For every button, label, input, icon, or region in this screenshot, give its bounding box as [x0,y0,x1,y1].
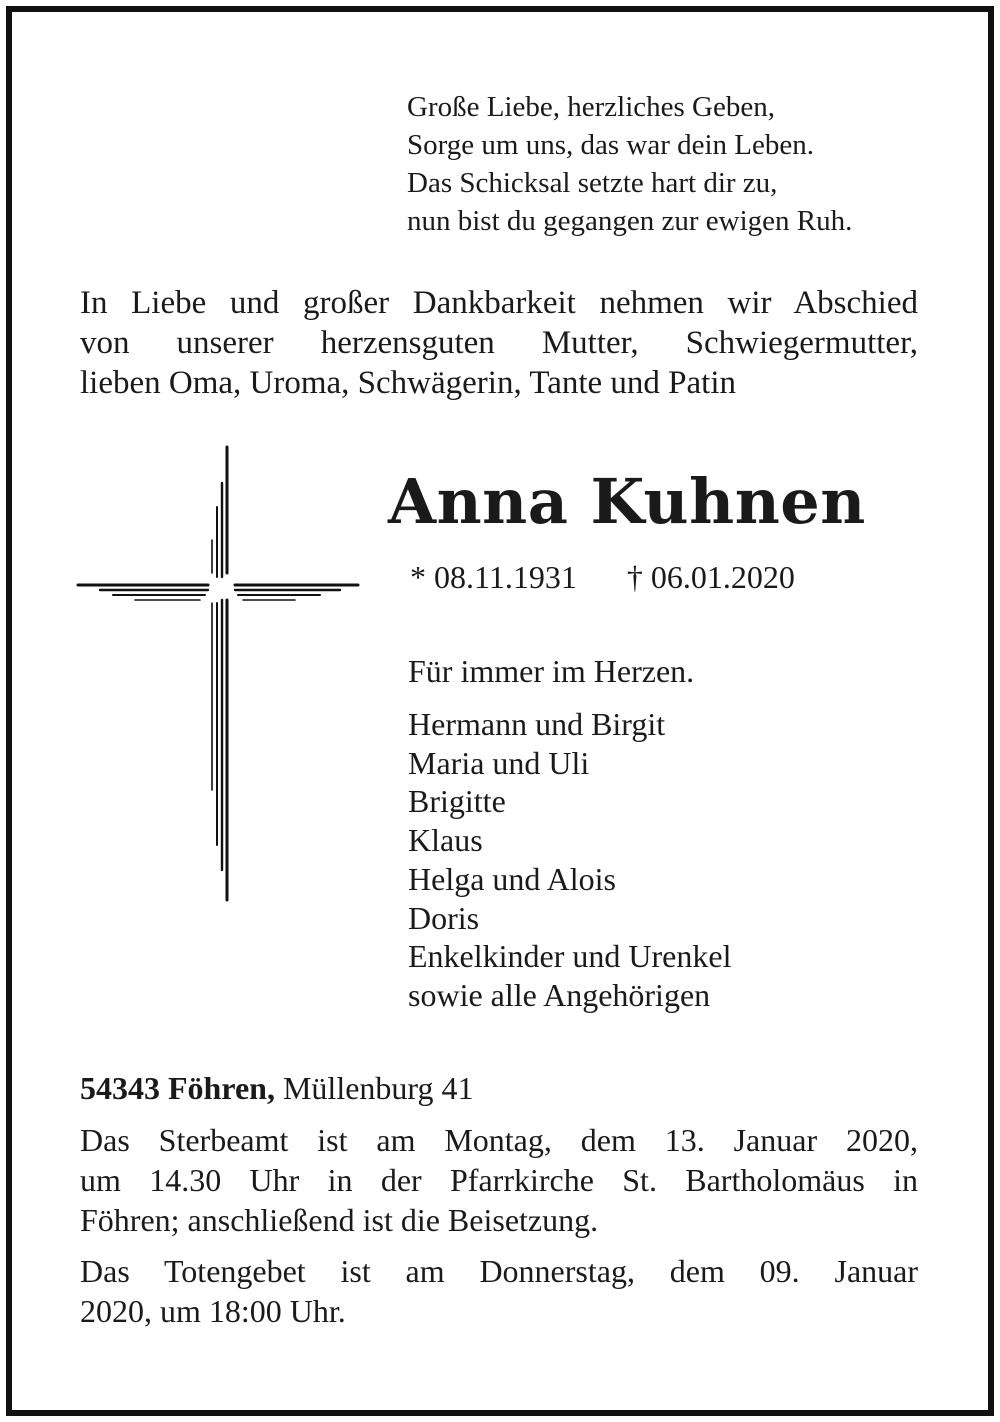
mourner-entry: Maria und Uli [408,744,590,781]
poem-line: Große Liebe, herzliches Geben, [407,91,775,123]
address-place: 54343 Föhren, [80,1070,275,1106]
mourner-entry: Hermann und Birgit [408,706,666,742]
deceased-name: Anna Kuhnen [388,465,866,538]
poem-line: nun bist du gegangen zur ewigen Ruh. [407,205,853,237]
funeral-line: Föhren; anschließend ist die Beisetzung. [80,1202,599,1238]
funeral-line: Das Sterbeamt ist am Montag, dem 13. Januar 2020, [80,1122,918,1158]
mourner-entry: Brigitte [408,783,506,820]
mourner-entry: Enkelkinder und Urenkel [408,938,732,975]
prayer-info [80,1251,918,1331]
mourners-list [408,705,731,1015]
funeral-line: um 14.30 Uhr in der Pfarrkirche St. Bartholomäus in [80,1162,918,1198]
birth-date: * 08.11.1931 [410,559,577,595]
intro-line: lieben Oma, Uroma, Schwägerin, Tante und Patin [80,365,737,401]
prayer-line: Das Totengebet ist am Donnerstag, dem 09. Januar [80,1253,918,1289]
mourner-entry: sowie alle Angehörigen [408,976,711,1013]
tagline: Für immer im Herzen. [408,653,695,689]
intro-text [80,283,918,403]
poem [407,88,967,240]
poem-line: Sorge um uns, das war dein Leben. [407,129,814,161]
death-date: † 06.01.2020 [626,559,795,595]
intro-line: In Liebe und großer Dankbarkeit nehmen wir Abschied [80,285,918,321]
poem-line: Das Schicksal setzte hart dir zu, [407,167,778,199]
intro-line: von unserer herzensguten Mutter, Schwiegermutter, [80,325,918,361]
funeral-info [80,1120,918,1240]
cross-icon [75,445,365,905]
address [80,1068,473,1108]
life-dates [410,557,795,597]
mourner-entry: Helga und Alois [408,860,616,897]
mourner-entry: Doris [408,899,480,936]
address-street: Müllenburg 41 [282,1070,474,1106]
prayer-line: 2020, um 18:00 Uhr. [80,1293,346,1329]
mourner-entry: Klaus [408,822,483,859]
